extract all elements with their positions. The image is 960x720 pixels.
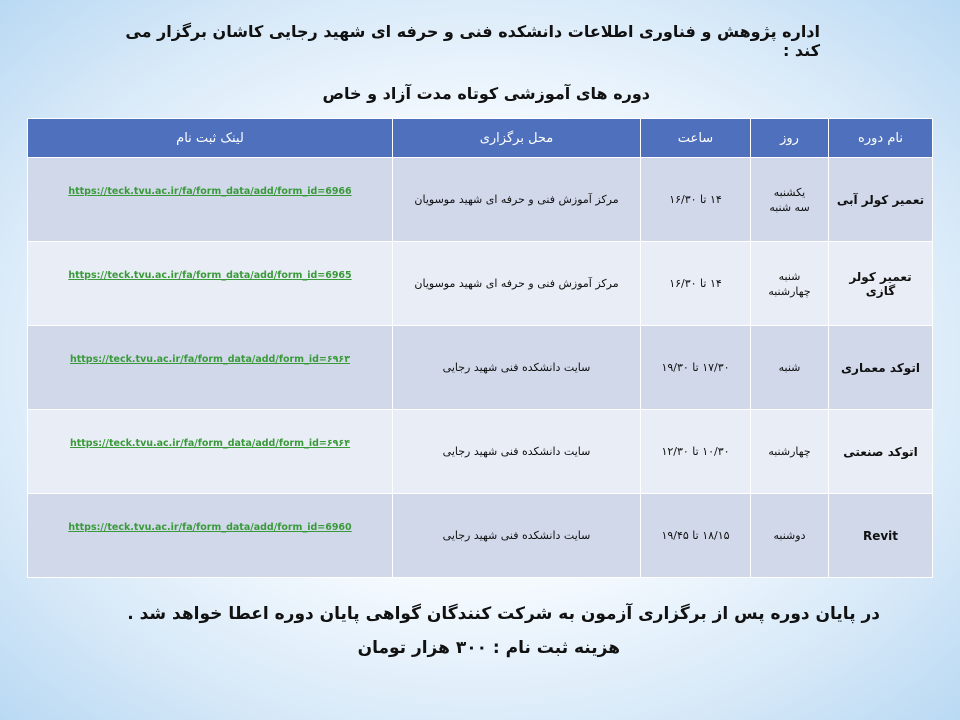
organizer-heading: اداره پژوهش و فناوری اطلاعات دانشکده فنی و حرفه ای شهید رجایی کاشان برگزار می کند : [125,22,820,60]
course-days [751,410,829,494]
course-place: مرکز آموزش فنی و حرفه ای شهید موسویان [393,242,641,326]
course-day-2: سه شنبه [769,200,810,214]
course-day-1: شنبه [778,361,801,374]
registration-fee: هزینه ثبت نام : ۳۰۰ هزار تومان [357,638,620,658]
table-row [28,242,933,326]
column-header-time: ساعت [641,119,751,158]
table-row [28,158,933,242]
course-day-1: شنبه [778,269,801,283]
course-place: سایت دانشکده فنی شهید رجایی [393,410,641,494]
column-header-place: محل برگزاری [393,119,641,158]
course-days [751,242,829,326]
column-header-link: لینک ثبت نام [28,119,393,158]
registration-link-cell [28,158,393,242]
course-day-1: چهارشنبه [768,445,811,458]
registration-link[interactable]: https://teck.tvu.ac.ir/fa/form_data/add/form_id=6965 [68,270,352,281]
course-place: سایت دانشکده فنی شهید رجایی [393,326,641,410]
course-name: تعمیر کولر آبی [829,158,933,242]
table-row [28,410,933,494]
course-time: ۱۷/۳۰ تا ۱۹/۳۰ [641,326,751,410]
course-time: ۱۰/۳۰ تا ۱۲/۳۰ [641,410,751,494]
registration-link-cell [28,242,393,326]
column-header-course: نام دوره [829,119,933,158]
table-row [28,494,933,578]
course-day-2: چهارشنبه [768,284,811,298]
registration-link-cell [28,326,393,410]
course-name: تعمیر کولر گازی [829,242,933,326]
column-header-day: روز [751,119,829,158]
course-name: اتوکد معماری [829,326,933,410]
course-days [751,158,829,242]
certificate-note: در پایان دوره پس از برگزاری آزمون به شرکت کنندگان گواهی پایان دوره اعطا خواهد شد . [127,604,880,624]
registration-link-cell [28,494,393,578]
table-row [28,326,933,410]
courses-table [27,118,933,578]
registration-link[interactable]: https://teck.tvu.ac.ir/fa/form_data/add/form_id=۶۹۶۳ [69,354,351,365]
registration-link-cell [28,410,393,494]
registration-link[interactable]: https://teck.tvu.ac.ir/fa/form_data/add/form_id=۶۹۶۴ [69,438,351,449]
course-day-1: دوشنبه [773,529,806,542]
course-name: اتوکد صنعتی [829,410,933,494]
course-days [751,326,829,410]
course-days [751,494,829,578]
course-place: سایت دانشکده فنی شهید رجایی [393,494,641,578]
course-time: ۱۴ تا ۱۶/۳۰ [641,158,751,242]
course-place: مرکز آموزش فنی و حرفه ای شهید موسویان [393,158,641,242]
course-day-1: یکشنبه [773,185,806,199]
registration-link[interactable]: https://teck.tvu.ac.ir/fa/form_data/add/form_id=6966 [68,186,352,197]
registration-link[interactable]: https://teck.tvu.ac.ir/fa/form_data/add/form_id=6960 [68,522,352,533]
course-time: ۱۴ تا ۱۶/۳۰ [641,242,751,326]
course-time: ۱۸/۱۵ تا ۱۹/۴۵ [641,494,751,578]
course-name: Revit [829,494,933,578]
courses-heading: دوره های آموزشی کوتاه مدت آزاد و خاص [322,84,650,103]
table-header-row [28,119,933,158]
